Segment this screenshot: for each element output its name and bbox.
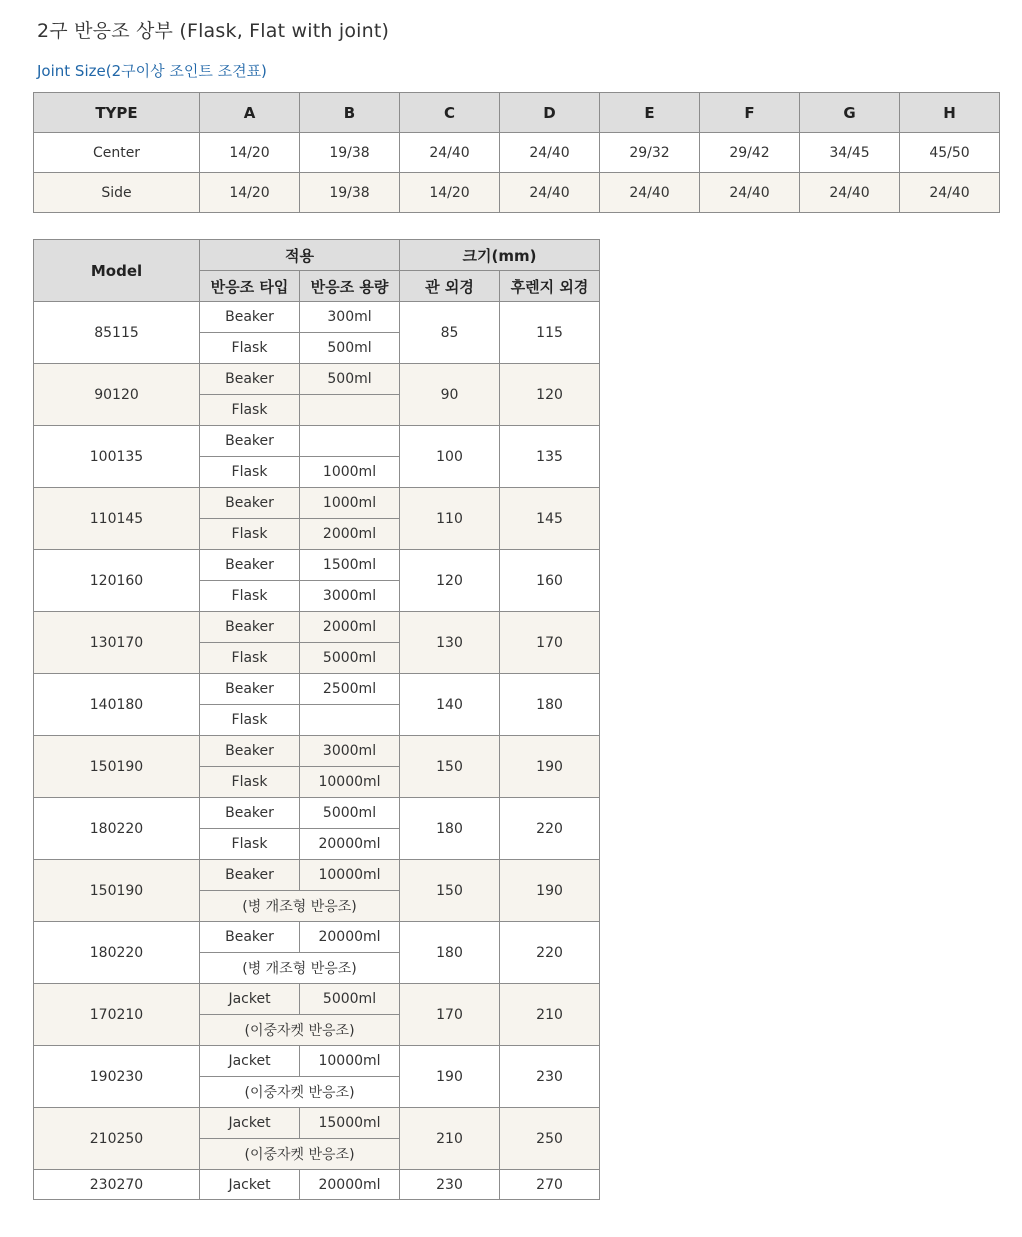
tube-od-cell: 100: [400, 426, 500, 488]
reactor-capacity-cell: 20000ml: [300, 922, 400, 953]
header-tube-od: 관 외경: [400, 271, 500, 302]
table-row: [34, 488, 600, 519]
tube-od-cell: 130: [400, 612, 500, 674]
flange-od-cell: 145: [500, 488, 600, 550]
reactor-note-cell: (이중자켓 반응조): [200, 1015, 400, 1046]
reactor-type-cell: Flask: [200, 519, 300, 550]
table-row: [34, 1108, 600, 1139]
reactor-capacity-cell: 1000ml: [300, 488, 400, 519]
reactor-type-cell: Beaker: [200, 674, 300, 705]
reactor-type-cell: Beaker: [200, 860, 300, 891]
tube-od-cell: 210: [400, 1108, 500, 1170]
model-cell: 110145: [34, 488, 200, 550]
reactor-type-cell: Flask: [200, 829, 300, 860]
model-cell: 120160: [34, 550, 200, 612]
table-cell: 24/40: [600, 173, 700, 213]
table-cell: 14/20: [400, 173, 500, 213]
model-cell: 85115: [34, 302, 200, 364]
reactor-capacity-cell: 5000ml: [300, 984, 400, 1015]
table-row: [34, 612, 600, 643]
reactor-type-cell: Jacket: [200, 1108, 300, 1139]
header-cell: H: [900, 93, 1000, 133]
header-cell: F: [700, 93, 800, 133]
table-row: [34, 426, 600, 457]
flange-od-cell: 190: [500, 736, 600, 798]
reactor-type-cell: Jacket: [200, 1170, 300, 1200]
tube-od-cell: 180: [400, 922, 500, 984]
joint-size-table: [33, 92, 1000, 213]
flange-od-cell: 160: [500, 550, 600, 612]
tube-od-cell: 190: [400, 1046, 500, 1108]
reactor-capacity-cell: 10000ml: [300, 860, 400, 891]
reactor-type-cell: Flask: [200, 643, 300, 674]
reactor-type-cell: Flask: [200, 705, 300, 736]
header-reactor-capacity: 반응조 용량: [300, 271, 400, 302]
reactor-capacity-cell: 3000ml: [300, 581, 400, 612]
table-cell: 19/38: [300, 133, 400, 173]
reactor-capacity-cell: 1500ml: [300, 550, 400, 581]
table-cell: 45/50: [900, 133, 1000, 173]
reactor-capacity-cell: 2500ml: [300, 674, 400, 705]
table-cell: 24/40: [400, 133, 500, 173]
table-row: [34, 550, 600, 581]
flange-od-cell: 115: [500, 302, 600, 364]
model-cell: 230270: [34, 1170, 200, 1200]
flange-od-cell: 220: [500, 922, 600, 984]
reactor-type-cell: Beaker: [200, 426, 300, 457]
flange-od-cell: 180: [500, 674, 600, 736]
table-cell: 24/40: [900, 173, 1000, 213]
reactor-capacity-cell: 10000ml: [300, 1046, 400, 1077]
table-cell: Center: [34, 133, 200, 173]
flange-od-cell: 210: [500, 984, 600, 1046]
flange-od-cell: 270: [500, 1170, 600, 1200]
table-row: [34, 1170, 600, 1200]
header-reactor-type: 반응조 타입: [200, 271, 300, 302]
table-cell: 24/40: [500, 133, 600, 173]
tube-od-cell: 120: [400, 550, 500, 612]
model-cell: 100135: [34, 426, 200, 488]
model-cell: 210250: [34, 1108, 200, 1170]
header-cell: A: [200, 93, 300, 133]
tube-od-cell: 230: [400, 1170, 500, 1200]
table-row: [34, 798, 600, 829]
page-title: 2구 반응조 상부 (Flask, Flat with joint): [37, 20, 390, 42]
reactor-capacity-cell: 300ml: [300, 302, 400, 333]
flange-od-cell: 190: [500, 860, 600, 922]
table-row: [34, 133, 1000, 173]
table-cell: 24/40: [500, 173, 600, 213]
table-cell: 24/40: [700, 173, 800, 213]
table-row: [34, 860, 600, 891]
table-row: [34, 1046, 600, 1077]
tube-od-cell: 150: [400, 736, 500, 798]
tube-od-cell: 110: [400, 488, 500, 550]
model-cell: 150190: [34, 860, 200, 922]
reactor-capacity-cell: 5000ml: [300, 643, 400, 674]
model-cell: 180220: [34, 922, 200, 984]
reactor-capacity-cell: 1000ml: [300, 457, 400, 488]
table-row: [34, 173, 1000, 213]
tube-od-cell: 90: [400, 364, 500, 426]
reactor-note-cell: (이중자켓 반응조): [200, 1077, 400, 1108]
reactor-type-cell: Beaker: [200, 798, 300, 829]
reactor-type-cell: Beaker: [200, 612, 300, 643]
model-spec-table: [33, 239, 600, 1200]
reactor-type-cell: Beaker: [200, 364, 300, 395]
reactor-capacity-cell: 2000ml: [300, 519, 400, 550]
flange-od-cell: 170: [500, 612, 600, 674]
tube-od-cell: 85: [400, 302, 500, 364]
reactor-type-cell: Flask: [200, 395, 300, 426]
table-row: [34, 302, 600, 333]
reactor-type-cell: Flask: [200, 333, 300, 364]
table-row: [34, 984, 600, 1015]
reactor-capacity-cell: 500ml: [300, 333, 400, 364]
flange-od-cell: 250: [500, 1108, 600, 1170]
table-cell: 14/20: [200, 133, 300, 173]
header-cell: G: [800, 93, 900, 133]
header-flange-od: 후렌지 외경: [500, 271, 600, 302]
model-table-body: [34, 302, 600, 1200]
flange-od-cell: 230: [500, 1046, 600, 1108]
tube-od-cell: 170: [400, 984, 500, 1046]
tube-od-cell: 150: [400, 860, 500, 922]
reactor-note-cell: (병 개조형 반응조): [200, 891, 400, 922]
header-cell: TYPE: [34, 93, 200, 133]
model-cell: 90120: [34, 364, 200, 426]
reactor-note-cell: (이중자켓 반응조): [200, 1139, 400, 1170]
model-header-row: [34, 240, 600, 271]
reactor-capacity-cell: [300, 705, 400, 736]
table-row: [34, 736, 600, 767]
model-cell: 190230: [34, 1046, 200, 1108]
model-cell: 150190: [34, 736, 200, 798]
table-cell: Side: [34, 173, 200, 213]
reactor-type-cell: Beaker: [200, 922, 300, 953]
section-subtitle: Joint Size(2구이상 조인트 조견표): [37, 62, 267, 80]
header-cell: E: [600, 93, 700, 133]
table-cell: 19/38: [300, 173, 400, 213]
header-cell: C: [400, 93, 500, 133]
reactor-type-cell: Beaker: [200, 302, 300, 333]
reactor-type-cell: Jacket: [200, 984, 300, 1015]
reactor-capacity-cell: 20000ml: [300, 829, 400, 860]
reactor-type-cell: Flask: [200, 457, 300, 488]
table-row: [34, 922, 600, 953]
table-cell: 14/20: [200, 173, 300, 213]
header-cell: D: [500, 93, 600, 133]
flange-od-cell: 135: [500, 426, 600, 488]
reactor-capacity-cell: 20000ml: [300, 1170, 400, 1200]
reactor-type-cell: Flask: [200, 767, 300, 798]
header-model: Model: [34, 240, 200, 302]
reactor-type-cell: Flask: [200, 581, 300, 612]
header-cell: B: [300, 93, 400, 133]
model-cell: 140180: [34, 674, 200, 736]
reactor-capacity-cell: [300, 395, 400, 426]
reactor-capacity-cell: [300, 426, 400, 457]
table-cell: 24/40: [800, 173, 900, 213]
model-cell: 130170: [34, 612, 200, 674]
reactor-capacity-cell: 2000ml: [300, 612, 400, 643]
reactor-capacity-cell: 15000ml: [300, 1108, 400, 1139]
model-cell: 170210: [34, 984, 200, 1046]
reactor-type-cell: Beaker: [200, 488, 300, 519]
table-cell: 29/42: [700, 133, 800, 173]
reactor-type-cell: Beaker: [200, 736, 300, 767]
table-cell: 34/45: [800, 133, 900, 173]
tube-od-cell: 140: [400, 674, 500, 736]
flange-od-cell: 120: [500, 364, 600, 426]
reactor-type-cell: Beaker: [200, 550, 300, 581]
reactor-type-cell: Jacket: [200, 1046, 300, 1077]
flange-od-cell: 220: [500, 798, 600, 860]
header-apply: 적용: [200, 240, 400, 271]
reactor-capacity-cell: 10000ml: [300, 767, 400, 798]
reactor-capacity-cell: 5000ml: [300, 798, 400, 829]
header-size: 크기(mm): [400, 240, 600, 271]
table-cell: 29/32: [600, 133, 700, 173]
tube-od-cell: 180: [400, 798, 500, 860]
reactor-note-cell: (병 개조형 반응조): [200, 953, 400, 984]
table-row: [34, 364, 600, 395]
joint-header-row: [34, 93, 1000, 133]
table-row: [34, 674, 600, 705]
model-cell: 180220: [34, 798, 200, 860]
reactor-capacity-cell: 3000ml: [300, 736, 400, 767]
reactor-capacity-cell: 500ml: [300, 364, 400, 395]
